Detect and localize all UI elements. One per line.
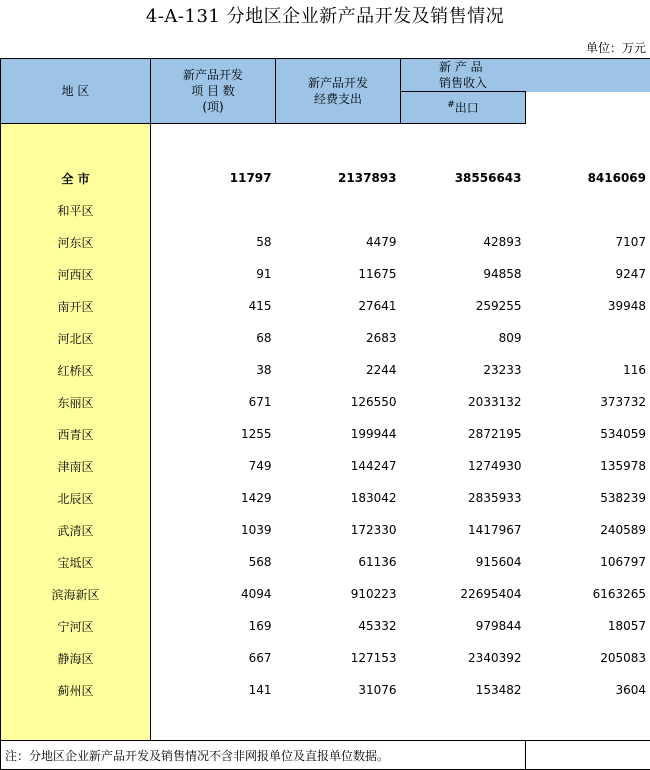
note-row xyxy=(1,741,650,770)
cell-export xyxy=(526,194,650,226)
header-region xyxy=(1,59,151,124)
header-projects-line3: (项) xyxy=(151,99,275,115)
cell-projects: 667 xyxy=(151,642,276,674)
tail-row xyxy=(1,706,650,741)
region-name: 滨海新区 xyxy=(1,578,151,610)
cell-sales: 23233 xyxy=(401,354,526,386)
cell-export: 9247 xyxy=(526,258,650,290)
cell-projects: 91 xyxy=(151,258,276,290)
header-export-mark: # xyxy=(447,100,455,110)
header-export xyxy=(401,92,526,124)
cell-sales xyxy=(401,194,526,226)
cell-expense: 144247 xyxy=(276,450,401,482)
cell-projects: 1255 xyxy=(151,418,276,450)
region-name: 和平区 xyxy=(1,194,151,226)
cell-projects: 141 xyxy=(151,674,276,706)
page-title: 4-A-131 分地区企业新产品开发及销售情况 xyxy=(0,4,650,30)
header-expense-line2: 经费支出 xyxy=(276,91,400,107)
header-sales-line1: 新 产 品 xyxy=(439,59,650,75)
header-projects-line1: 新产品开发 xyxy=(151,67,275,83)
table-row xyxy=(1,258,650,290)
cell-sales: 42893 xyxy=(401,226,526,258)
header-sales-line2: 销售收入 xyxy=(439,75,650,91)
cell-export: 6163265 xyxy=(526,578,650,610)
table-row xyxy=(1,482,650,514)
region-name: 河北区 xyxy=(1,322,151,354)
cell-projects: 11797 xyxy=(151,162,276,194)
table-row xyxy=(1,546,650,578)
table-row xyxy=(1,450,650,482)
table-row xyxy=(1,674,650,706)
unit-label: 单位：万元 xyxy=(586,41,646,55)
region-name: 河东区 xyxy=(1,226,151,258)
cell-projects: 749 xyxy=(151,450,276,482)
region-name: 蓟州区 xyxy=(1,674,151,706)
header-export-label: 出口 xyxy=(455,101,479,115)
region-name: 北辰区 xyxy=(1,482,151,514)
region-name: 全 市 xyxy=(1,162,151,194)
table-row xyxy=(1,354,650,386)
cell-sales: 94858 xyxy=(401,258,526,290)
data-table xyxy=(0,58,650,770)
table-row xyxy=(1,642,650,674)
cell-projects: 4094 xyxy=(151,578,276,610)
cell-export: 18057 xyxy=(526,610,650,642)
total-row xyxy=(1,162,650,194)
cell-expense: 172330 xyxy=(276,514,401,546)
cell-export: 7107 xyxy=(526,226,650,258)
region-name: 河西区 xyxy=(1,258,151,290)
cell-expense: 31076 xyxy=(276,674,401,706)
header-projects xyxy=(151,59,276,124)
region-name: 东丽区 xyxy=(1,386,151,418)
cell-export: 106797 xyxy=(526,546,650,578)
region-name: 武清区 xyxy=(1,514,151,546)
cell-sales: 2033132 xyxy=(401,386,526,418)
cell-expense: 183042 xyxy=(276,482,401,514)
header-sales xyxy=(401,59,650,92)
table-row xyxy=(1,322,650,354)
cell-expense: 2244 xyxy=(276,354,401,386)
cell-sales: 2340392 xyxy=(401,642,526,674)
cell-sales: 915604 xyxy=(401,546,526,578)
region-name: 宁河区 xyxy=(1,610,151,642)
cell-expense: 61136 xyxy=(276,546,401,578)
table-row xyxy=(1,386,650,418)
cell-export: 240589 xyxy=(526,514,650,546)
cell-expense: 27641 xyxy=(276,290,401,322)
cell-projects xyxy=(151,194,276,226)
cell-expense: 2683 xyxy=(276,322,401,354)
table-row xyxy=(1,194,650,226)
cell-sales: 22695404 xyxy=(401,578,526,610)
header-region-label: 地 区 xyxy=(62,84,90,98)
cell-export: 39948 xyxy=(526,290,650,322)
cell-export: 135978 xyxy=(526,450,650,482)
cell-sales: 979844 xyxy=(401,610,526,642)
cell-sales: 809 xyxy=(401,322,526,354)
cell-expense: 2137893 xyxy=(276,162,401,194)
cell-projects: 58 xyxy=(151,226,276,258)
cell-expense xyxy=(276,194,401,226)
cell-sales: 1274930 xyxy=(401,450,526,482)
cell-expense: 126550 xyxy=(276,386,401,418)
region-name: 宝坻区 xyxy=(1,546,151,578)
cell-export xyxy=(526,322,650,354)
cell-expense: 199944 xyxy=(276,418,401,450)
cell-expense: 45332 xyxy=(276,610,401,642)
cell-sales: 2872195 xyxy=(401,418,526,450)
cell-export: 8416069 xyxy=(526,162,650,194)
table-row xyxy=(1,418,650,450)
cell-export: 373732 xyxy=(526,386,650,418)
table-row xyxy=(1,578,650,610)
header-expense xyxy=(276,59,401,124)
cell-projects: 1429 xyxy=(151,482,276,514)
cell-export: 3604 xyxy=(526,674,650,706)
cell-expense: 910223 xyxy=(276,578,401,610)
region-name: 红桥区 xyxy=(1,354,151,386)
cell-expense: 127153 xyxy=(276,642,401,674)
cell-sales: 1417967 xyxy=(401,514,526,546)
cell-sales: 259255 xyxy=(401,290,526,322)
cell-sales: 2835933 xyxy=(401,482,526,514)
header-projects-line2: 项 目 数 xyxy=(151,83,275,99)
cell-projects: 169 xyxy=(151,610,276,642)
cell-projects: 568 xyxy=(151,546,276,578)
cell-export: 116 xyxy=(526,354,650,386)
region-name: 西青区 xyxy=(1,418,151,450)
header-expense-line1: 新产品开发 xyxy=(276,75,400,91)
cell-export: 534059 xyxy=(526,418,650,450)
table-row xyxy=(1,514,650,546)
region-name: 津南区 xyxy=(1,450,151,482)
cell-export: 538239 xyxy=(526,482,650,514)
spacer-row xyxy=(1,124,650,163)
cell-projects: 68 xyxy=(151,322,276,354)
table-row xyxy=(1,290,650,322)
table-row xyxy=(1,610,650,642)
cell-sales: 153482 xyxy=(401,674,526,706)
cell-sales: 38556643 xyxy=(401,162,526,194)
region-name: 南开区 xyxy=(1,290,151,322)
cell-projects: 38 xyxy=(151,354,276,386)
region-name: 静海区 xyxy=(1,642,151,674)
cell-projects: 671 xyxy=(151,386,276,418)
cell-projects: 1039 xyxy=(151,514,276,546)
cell-expense: 4479 xyxy=(276,226,401,258)
table-row xyxy=(1,226,650,258)
footnote: 注：分地区企业新产品开发及销售情况不含非网报单位及直报单位数据。 xyxy=(1,741,526,770)
cell-expense: 11675 xyxy=(276,258,401,290)
cell-export: 205083 xyxy=(526,642,650,674)
cell-projects: 415 xyxy=(151,290,276,322)
